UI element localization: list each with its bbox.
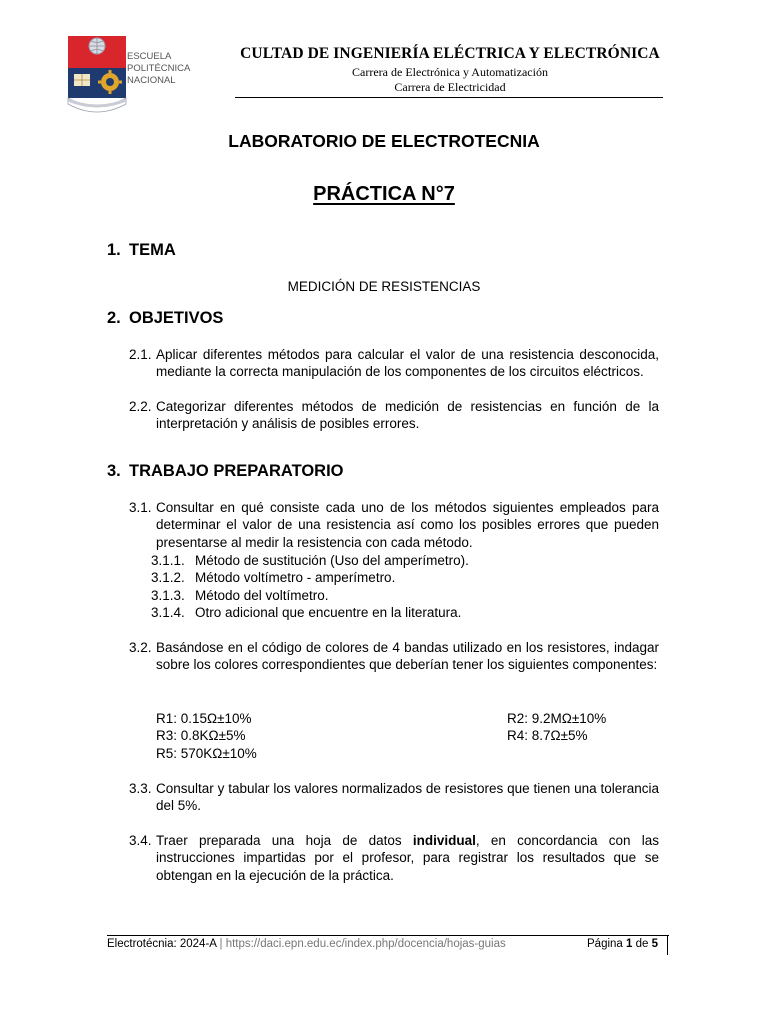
subitem (151, 587, 329, 604)
subitem-text: Método del voltímetro. (195, 588, 329, 603)
career-line-1: Carrera de Electrónica y Automatización (352, 65, 548, 79)
resistor-r4: R4: 8.7Ω±5% (507, 728, 588, 743)
practice-title-text: PRÁCTICA N°7 (313, 183, 455, 205)
tema-value: MEDICIÓN DE RESISTENCIAS (287, 279, 481, 294)
resistor-r5: R5: 570KΩ±10% (156, 746, 257, 761)
item-number: 2.1. (129, 347, 152, 362)
page-total: 5 (651, 938, 659, 950)
footer-course-name: Electrotécnia: 2024-A (107, 938, 217, 950)
task-item (129, 832, 659, 884)
subitem-number: 3.1.3. (151, 588, 185, 603)
epn-logo (64, 34, 192, 118)
task-item (129, 499, 659, 551)
footer-divider (107, 935, 669, 936)
subitem-text: Otro adicional que encuentre en la literatura. (195, 605, 462, 620)
subitem (151, 569, 395, 586)
item-text-before: Traer preparada una hoja de datos (156, 833, 413, 848)
page-label: Página (587, 938, 627, 950)
objective-item (129, 398, 659, 433)
section-title: TRABAJO PREPARATORIO (129, 462, 344, 480)
item-text: Consultar y tabular los valores normalizados de resistores que tienen una tolerancia del 5%. (156, 781, 659, 814)
logo-text-line1: ESCUELA (127, 51, 172, 62)
page-current: 1 (626, 938, 633, 950)
subitem-number: 3.1.2. (151, 570, 185, 585)
subitem-number: 3.1.4. (151, 605, 185, 620)
section-title: TEMA (129, 241, 176, 259)
item-number: 3.1. (129, 500, 152, 515)
faculty-name: CULTAD DE INGENIERÍA ELÉCTRICA Y ELECTRÓNICA (240, 45, 660, 62)
section-number: 1. (107, 241, 121, 259)
resistor-r3: R3: 0.8KΩ±5% (156, 728, 246, 743)
resistor-r1: R1: 0.15Ω±10% (156, 711, 252, 726)
task-item (129, 639, 659, 674)
subitem (151, 552, 469, 569)
item-text-after: , en concordancia con las instrucciones impartidas por el profesor, para registrar los resultados que se obtengan en la ejecución de la práctica. (156, 833, 659, 883)
section-number: 3. (107, 462, 121, 480)
page-of: de (632, 938, 652, 950)
section-heading-tema (107, 241, 176, 260)
item-text: Basándose en el código de colores de 4 bandas utilizado en los resistores, indagar sobre los colores correspondientes que deberían tener los siguientes componentes: (156, 640, 659, 673)
header-divider (235, 97, 663, 98)
section-heading-trabajo (107, 462, 344, 481)
item-number: 2.2. (129, 399, 152, 414)
career-line-2: Carrera de Electricidad (394, 80, 506, 94)
item-text (156, 832, 659, 884)
task-item (129, 780, 659, 815)
item-number: 3.3. (129, 781, 152, 796)
footer-separator: | (216, 938, 226, 950)
section-title: OBJETIVOS (129, 309, 224, 327)
subitem-text: Método voltímetro - amperímetro. (195, 570, 396, 585)
lab-title: LABORATORIO DE ELECTROTECNIA (228, 131, 540, 151)
item-text: Consultar en qué consiste cada uno de los métodos siguientes empleados para determinar el valor de una resistencia así como los posibles errores que pueden presentarse al medir la resistencia con cada método. (156, 500, 659, 550)
item-number: 3.2. (129, 640, 152, 655)
objective-item (129, 346, 659, 381)
section-number: 2. (107, 309, 121, 327)
footer-course (107, 938, 506, 950)
footer-url-link[interactable]: https://daci.epn.edu.ec/index.php/docencia/hojas-guias (225, 938, 506, 950)
subitem-number: 3.1.1. (151, 553, 185, 568)
logo-text-line3: NACIONAL (127, 75, 176, 86)
logo-text-line2: POLITÉCNICA (127, 63, 191, 74)
subitem-text: Método de sustitución (Uso del amperímetro). (195, 553, 469, 568)
item-number: 3.4. (129, 833, 152, 848)
item-text: Aplicar diferentes métodos para calcular el valor de una resistencia desconocida, mediante la correcta manipulación de los componentes de los circuitos eléctricos. (156, 347, 659, 380)
practice-title (0, 183, 768, 206)
section-heading-objetivos (107, 309, 223, 328)
footer-page-number (587, 938, 658, 950)
resistor-r2: R2: 9.2MΩ±10% (507, 711, 607, 726)
item-text-bold: individual (412, 833, 476, 848)
item-text: Categorizar diferentes métodos de medición de resistencias en función de la interpretación y análisis de posibles errores. (156, 399, 659, 432)
footer-side-bar (667, 935, 668, 955)
subitem (151, 604, 461, 621)
